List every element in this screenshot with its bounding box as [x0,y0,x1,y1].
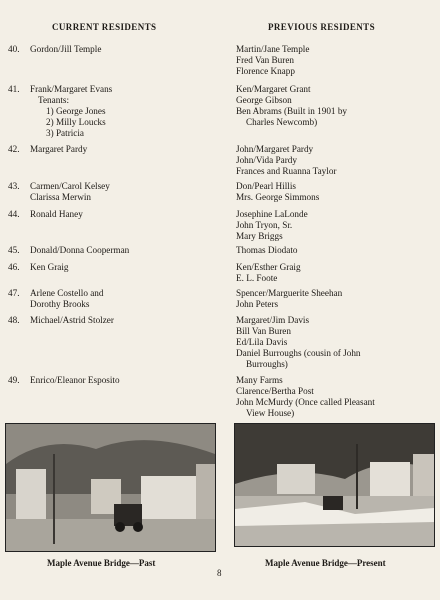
previous-residents [236,315,436,370]
previous-residents [236,44,436,77]
current-resident-line: 1) George Jones [46,106,106,116]
previous-resident-line: John/Vida Pardy [236,155,297,165]
previous-resident-line: George Gibson [236,95,292,105]
previous-resident-line: Florence Knapp [236,66,295,76]
previous-resident-line: Josephine LaLonde [236,209,308,219]
previous-resident-line: Fred Van Buren [236,55,295,65]
current-residents [30,375,225,386]
current-residents [30,315,225,326]
previous-resident-line: John Peters [236,299,279,309]
current-resident-line: Margaret Pardy [30,144,88,154]
current-resident-line: Dorothy Brooks [30,299,90,309]
previous-resident-line: E. L. Foote [236,273,278,283]
current-residents [30,245,225,256]
current-resident-line: Ken Graig [30,262,69,272]
previous-residents [236,84,436,128]
current-resident-line: 3) Patricia [46,128,85,138]
previous-resident-line: Spencer/Marguerite Sheehan [236,288,343,298]
current-resident-line: Michael/Astrid Stolzer [30,315,114,325]
previous-resident-line: Burroughs) [246,359,288,369]
current-resident-line: 2) Milly Loucks [46,117,106,127]
residence-number: 48. [8,315,20,325]
header-previous-residents: PREVIOUS RESIDENTS [268,22,375,32]
current-resident-line: Ronald Haney [30,209,83,219]
previous-resident-line: Bill Van Buren [236,326,291,336]
current-residents [30,181,225,203]
previous-resident-line: Daniel Burroughs (cousin of John [236,348,361,358]
current-resident-line: Tenants: [38,95,69,105]
previous-resident-line: John Tryon, Sr. [236,220,293,230]
current-resident-line: Enrico/Eleanor Esposito [30,375,120,385]
current-resident-line: Frank/Margaret Evans [30,84,113,94]
caption-bridge-past: Maple Avenue Bridge—Past [47,558,156,568]
previous-residents [236,245,436,256]
photo-bridge-past [5,423,216,552]
residence-number: 43. [8,181,20,191]
residence-number: 41. [8,84,20,94]
previous-resident-line: Mrs. George Simmons [236,192,320,202]
header-current-residents: CURRENT RESIDENTS [52,22,157,32]
previous-resident-line: John/Margaret Pardy [236,144,314,154]
previous-residents [236,144,436,177]
current-residents [30,84,225,139]
current-residents [30,288,225,310]
caption-bridge-present: Maple Avenue Bridge—Present [265,558,386,568]
previous-residents [236,181,436,203]
current-residents [30,44,225,55]
previous-resident-line: Ed/Lila Davis [236,337,288,347]
current-resident-line: Arlene Costello and [30,288,104,298]
previous-resident-line: Clarence/Bertha Post [236,386,314,396]
previous-resident-line: John McMurdy (Once called Pleasant [236,397,375,407]
previous-resident-line: Frances and Ruanna Taylor [236,166,337,176]
previous-residents [236,262,436,284]
current-resident-line: Clarissa Merwin [30,192,91,202]
page-number: 8 [217,568,222,578]
previous-residents [236,209,436,242]
previous-resident-line: Charles Newcomb) [246,117,318,127]
current-residents [30,209,225,220]
residence-number: 40. [8,44,20,54]
previous-resident-line: Martin/Jane Temple [236,44,310,54]
residence-number: 46. [8,262,20,272]
residence-number: 42. [8,144,20,154]
previous-resident-line: Margaret/Jim Davis [236,315,310,325]
previous-resident-line: Many Farms [236,375,283,385]
current-residents [30,262,225,273]
current-resident-line: Donald/Donna Cooperman [30,245,130,255]
current-residents [30,144,225,155]
residence-number: 47. [8,288,20,298]
photo-bridge-present [234,423,435,547]
previous-resident-line: Ken/Esther Graig [236,262,301,272]
current-resident-line: Carmen/Carol Kelsey [30,181,110,191]
previous-resident-line: Ken/Margaret Grant [236,84,311,94]
current-resident-line: Gordon/Jill Temple [30,44,102,54]
previous-residents [236,375,436,419]
residence-number: 44. [8,209,20,219]
previous-resident-line: Ben Abrams (Built in 1901 by [236,106,348,116]
previous-residents [236,288,436,310]
previous-resident-line: Don/Pearl Hillis [236,181,296,191]
previous-resident-line: Mary Briggs [236,231,283,241]
previous-resident-line: Thomas Diodato [236,245,298,255]
residence-number: 49. [8,375,20,385]
previous-resident-line: View House) [246,408,295,418]
residence-number: 45. [8,245,20,255]
